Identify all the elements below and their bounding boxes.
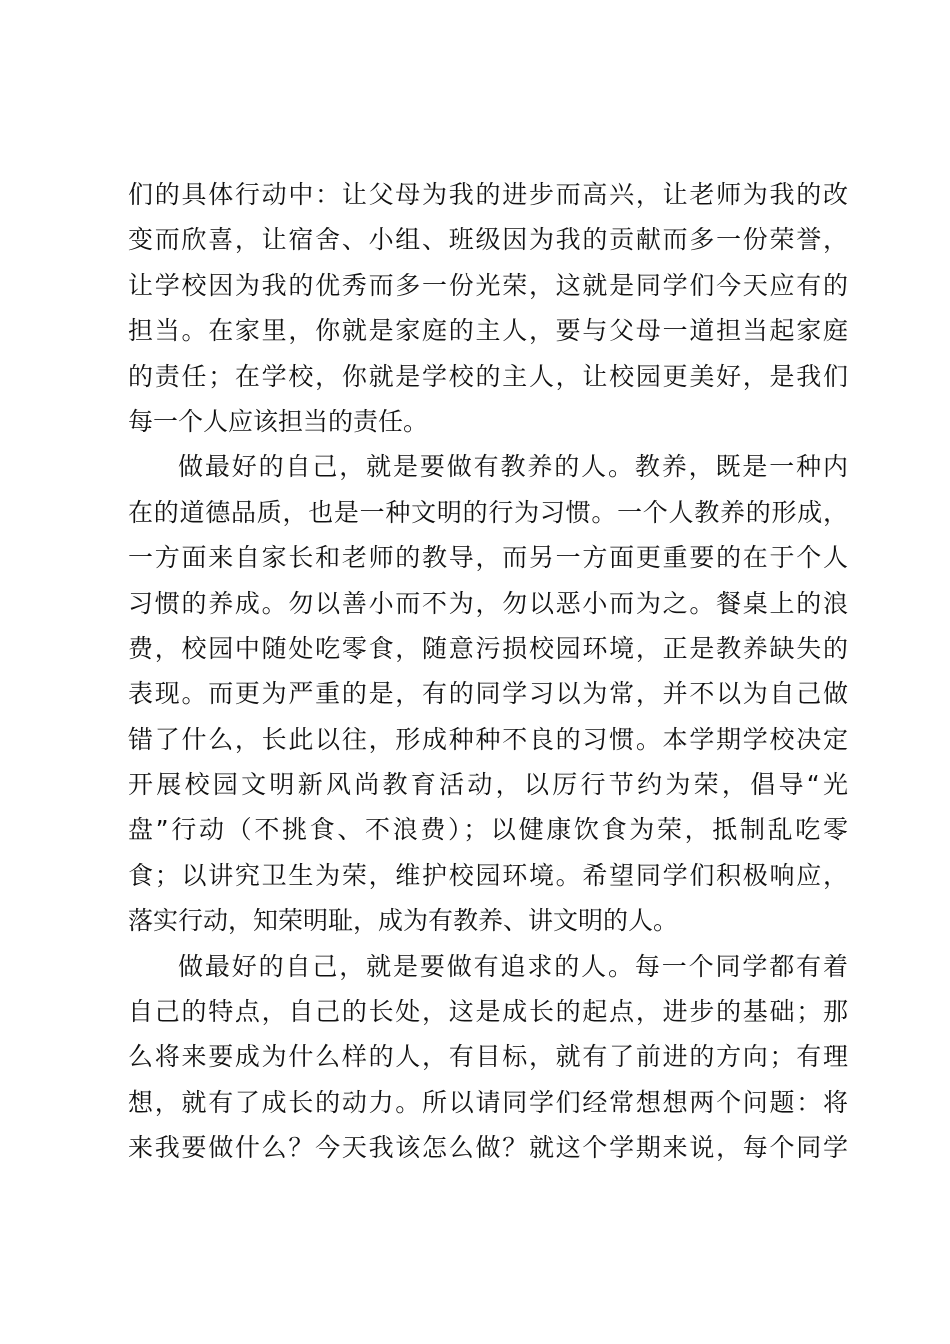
paragraph-2-line-4: 习惯的养成。勿以善小而不为，勿以恶小而为之。餐桌上的浪 (128, 588, 848, 618)
paragraph-1-line-3: 让学校因为我的优秀而多一份光荣，这就是同学们今天应有的 (128, 270, 848, 300)
paragraph-2-line-11: 落实行动，知荣明耻，成为有教养、讲文明的人。 (128, 906, 679, 936)
paragraph-3-line-1: 做最好的自己，就是要做有追求的人。每一个同学都有着 (178, 951, 848, 981)
paragraph-2-line-1: 做最好的自己，就是要做有教养的人。教养，既是一种内 (178, 452, 848, 482)
paragraph-2-line-7: 错了什么，长此以往，形成种种不良的习惯。本学期学校决定 (128, 724, 848, 754)
paragraph-1-line-6: 每一个人应该担当的责任。 (128, 406, 429, 436)
paragraph-2-line-5: 费，校园中随处吃零食，随意污损校园环境，正是教养缺失的 (128, 633, 848, 663)
paragraph-2-line-9: 盘”行动（不挑食、不浪费）；以健康饮食为荣，抵制乱吃零 (128, 815, 848, 845)
paragraph-2-line-8: 开展校园文明新风尚教育活动，以厉行节约为荣，倡导“光 (128, 770, 848, 800)
paragraph-1-line-1: 们的具体行动中：让父母为我的进步而高兴，让老师为我的改 (128, 180, 848, 209)
paragraph-2-line-10: 食；以讲究卫生为荣，维护校园环境。希望同学们积极响应， (128, 860, 848, 890)
paragraph-1-line-4: 担当。在家里，你就是家庭的主人，要与父母一道担当起家庭 (128, 316, 848, 346)
paragraph-3-line-2: 自己的特点，自己的长处，这是成长的起点，进步的基础；那 (128, 997, 848, 1027)
paragraph-3-line-3: 么将来要成为什么样的人，有目标，就有了前进的方向；有理 (128, 1042, 848, 1072)
paragraph-2-line-2: 在的道德品质，也是一种文明的行为习惯。一个人教养的形成， (128, 497, 848, 527)
paragraph-3-line-4: 想，就有了成长的动力。所以请同学们经常想想两个问题：将 (128, 1087, 848, 1117)
paragraph-1-line-2: 变而欣喜，让宿舍、小组、班级因为我的贡献而多一份荣誉， (128, 225, 848, 255)
paragraph-2-line-6: 表现。而更为严重的是，有的同学习以为常，并不以为自己做 (128, 679, 848, 709)
paragraph-1-line-5: 的责任；在学校，你就是学校的主人，让校园更美好，是我们 (128, 361, 848, 391)
document-body (128, 172, 848, 1171)
paragraph-2-line-3: 一方面来自家长和老师的教导，而另一方面更重要的在于个人 (128, 543, 848, 573)
paragraph-3-line-5: 来我要做什么？今天我该怎么做？就这个学期来说，每个同学 (128, 1133, 848, 1163)
